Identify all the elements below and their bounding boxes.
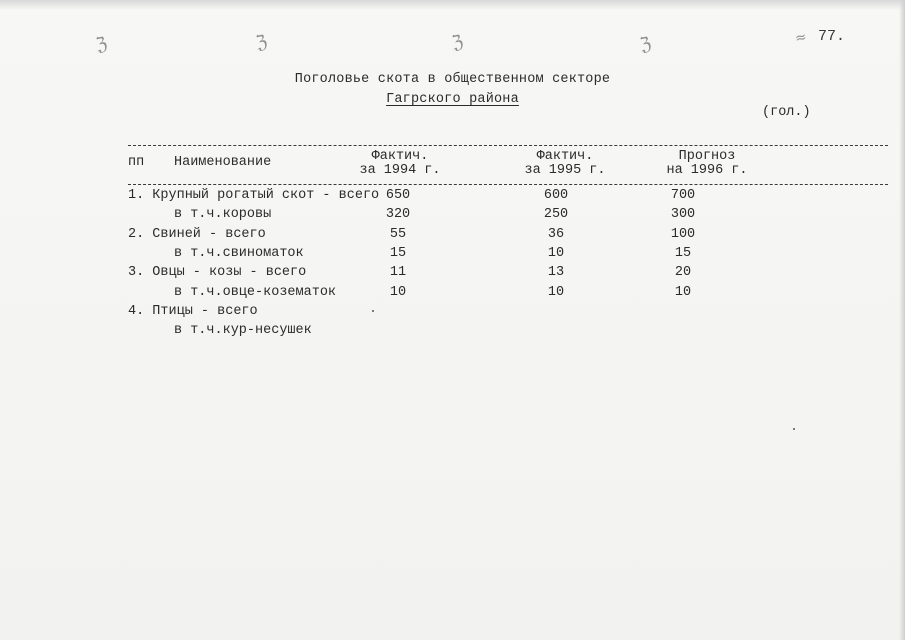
- value-1994: 15: [389, 245, 407, 261]
- value-1996: 300: [670, 207, 696, 223]
- scan-speck: [793, 428, 795, 430]
- row-name: в т.ч.свиноматок: [174, 245, 304, 261]
- header-col-1995: Фактич. за 1995 г.: [524, 149, 606, 178]
- value-1996: 700: [670, 188, 696, 203]
- value-1994: 650: [385, 188, 411, 203]
- smudge-mark: ℨ: [637, 33, 654, 56]
- table-rule-top: [128, 145, 888, 146]
- row-name: 2. Свиней - всего: [128, 226, 266, 242]
- table-row: [0, 323, 905, 342]
- value-1995: 10: [547, 245, 565, 261]
- table-row: [0, 188, 905, 207]
- header-col-1996: Прогноз на 1996 г.: [666, 149, 748, 178]
- scan-edge-top: [0, 0, 905, 10]
- value-1995: 250: [543, 207, 569, 223]
- table-row: [0, 227, 905, 246]
- value-1995: 600: [543, 188, 569, 203]
- value-1996: 100: [670, 226, 696, 242]
- row-name: 4. Птицы - всего: [128, 303, 258, 319]
- row-name: 3. Овцы - козы - всего: [128, 265, 307, 281]
- page-number: 77.: [818, 28, 846, 45]
- value-1994: 11: [389, 265, 407, 281]
- value-1996: 15: [674, 245, 692, 261]
- value-1994: 10: [389, 284, 407, 300]
- value-1994: 320: [385, 207, 411, 223]
- scan-speck: [372, 310, 374, 312]
- smudge-mark: ≈: [793, 28, 809, 48]
- row-name: в т.ч.кур-несушек: [174, 323, 312, 339]
- table-row: [0, 265, 905, 284]
- table-rule-bottom: [128, 184, 888, 185]
- smudge-mark: ℨ: [253, 31, 270, 54]
- value-1995: 36: [547, 226, 565, 242]
- row-name: в т.ч.коровы: [174, 207, 272, 223]
- table-row: [0, 246, 905, 265]
- row-name: в т.ч.овце-козематок: [174, 284, 337, 300]
- value-1995: 10: [547, 284, 565, 300]
- table-row: [0, 304, 905, 323]
- smudge-mark: ℨ: [93, 33, 110, 56]
- header-number: пп: [128, 155, 145, 170]
- value-1996: 10: [674, 284, 692, 300]
- table-row: [0, 207, 905, 226]
- header-col-1994: Фактич. за 1994 г.: [359, 149, 441, 178]
- row-name: 1. Крупный рогатый скот - всего: [128, 188, 380, 203]
- unit-label: (гол.): [762, 105, 811, 120]
- smudge-mark: ℨ: [449, 31, 466, 54]
- document-title: Поголовье скота в общественном секторе: [294, 72, 611, 87]
- header-name: Наименование: [174, 155, 272, 170]
- value-1994: 55: [389, 226, 407, 242]
- table-row: [0, 285, 905, 304]
- value-1995: 13: [547, 265, 565, 281]
- value-1996: 20: [674, 265, 692, 281]
- subtitle-text: Гагрского района: [386, 92, 519, 107]
